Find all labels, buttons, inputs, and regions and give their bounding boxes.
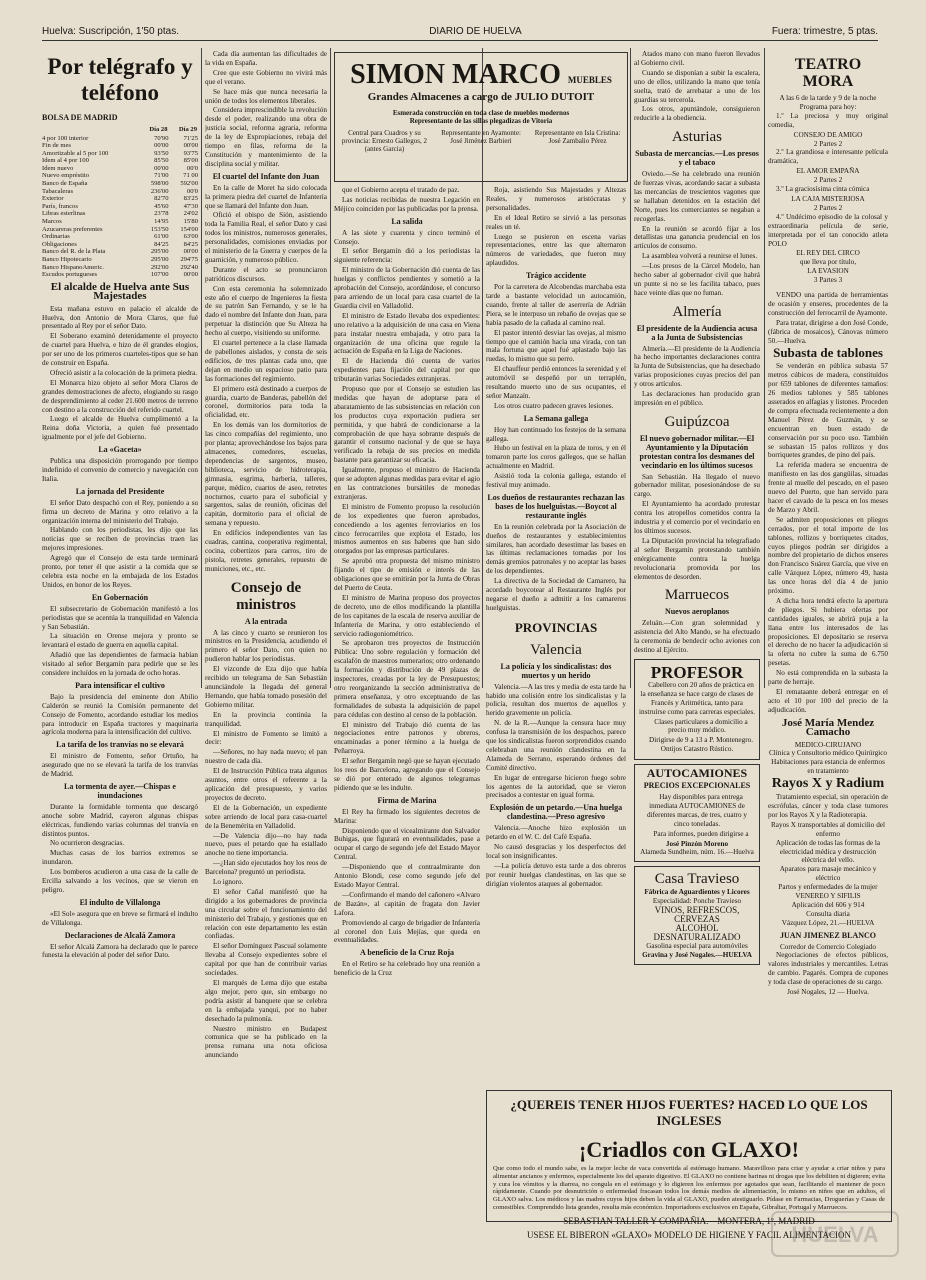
ad-line: Representante de las sillas plegadizas de Vitoria (409, 117, 553, 125)
subheadline: Explosión de un petardo.—Una huelga clandestina.—Preso agresivo (489, 803, 623, 822)
paragraph: En la reunión celebrada por la Asociación de dueños de restaurantes y establecimientos similares, han acordado desestimar las bases en las últimas reclamaciones tomadas por los demás gremios patronales y no aceptar las bases de los dependientes. (486, 522, 626, 576)
paragraph: Ofreció asistir a la colocación de la primera piedra. (50, 368, 198, 377)
ad-footer: USESE EL BIBERON «GLAXO» MODELO DE HIGIENE Y FACIL ALIMENTACION (527, 1229, 851, 1240)
table-row: Ordinarias 61'00 63'00 (42, 233, 198, 241)
table-row: Banco del R. de la Plata 295'00 00'00 (42, 248, 198, 256)
paragraph: «El Sol» asegura que en breve se firmará el indulto de Villalonga. (42, 909, 198, 927)
subheadline: Nuevos aeroplanos (664, 607, 730, 617)
paragraph: Bajo la presidencia del eminente don Abilio Calderón se reunió la Comisión permanente del Consejo de Fomento, acordando estudiar los medios para introducir en España tractores y maquinaria agrícola moderna para la intensificación del cultivo. (42, 692, 198, 737)
subheadline: A la entrada (244, 616, 288, 626)
running-header (42, 26, 878, 41)
ad-subtitle: Grandes Almacenes a cargo de JULIO DUTOIT (367, 91, 595, 103)
paragraph: Propuso que por el Consejo se estudien las medidas que hayan de adoptarse para el abaratamiento de las subsistencias en relación con los productos cuya exportación pudiera ser permitida, y que habrá de condicionarse a la comprobación de que haya sobrante después de garantir el consumo nacional y de que se haya verificado la rebaja de sus precios en medida bastante para garantizar su eficacia. (334, 385, 480, 465)
table-row: Tabacaleras 236'00 00'0 (42, 187, 198, 195)
paragraph: El subsecretario de Gobernación manifestó a los periodistas que se acentúa la tranquilidad en Valencia y San Sebastián. (42, 604, 198, 631)
paragraph: Durante la formidable tormenta que descargó anoche sobre Madrid, cayeron algunas chispas eléctricas, fundiendo varias columnas del tranvía en distintos puntos. (42, 802, 198, 838)
simon-marco-ad (334, 52, 628, 182)
table-row: Banco de España 598'00 592'00 (42, 180, 198, 188)
paragraph: Agregó que el Consejo de esta tarde terminará pronto, por tener él que asistir a la comida que se celebra esta noche en la embajada de los Estados Unidos, en honor de los Reyes. (42, 554, 198, 589)
headline: José María Mendez Camacho (781, 716, 875, 738)
ad-title: ¿QUEREIS TENER HIJOS FUERTES? HACED LO QUE LOS INGLESES (510, 1097, 868, 1128)
table-row: Banco Hipotecario 295'00 294'75 (42, 256, 198, 263)
table-row: 4 por 100 interior 70'90 71'25 (42, 134, 198, 142)
paragraph: Hoy han continuado los festejos de la semana gallega. (486, 425, 626, 443)
paragraph: Se hace más que nunca necesaria la unión de todos los elementos liberales. (205, 87, 327, 105)
paragraph: Atados mano con mano fueron llevados al Gobierno civil. (634, 50, 760, 67)
paragraph: N. de la R.—Aunque la censura hace muy confusa la transmisión de los despachos, parece que los sindicalistas fueron sorprendidos cuando celebraban una reunión clandestina en la Alameda de Serrano, esperando órdenes del Comité directivo. (486, 719, 626, 772)
paragraph: Los bomberos acudieron a una casa de la calle de Ercilla salvando a los vecinos, que se vieron en peligro. (42, 868, 198, 894)
column-rule (764, 48, 765, 688)
table-row: París, francos 45'60 47'30 (42, 202, 198, 210)
paragraph: Añadió que las dependientes de farmacia habían visitado al señor Bergamín para pedirle que se les considere incluídos en la jornada de ocho horas. (42, 651, 198, 678)
paragraph: No causó desgracias y los desperfectos del local son insignificantes. (486, 843, 626, 860)
subheadline: La jornada del Presidente (75, 486, 165, 496)
svg-text:HUELVA: HUELVA (791, 1222, 879, 1247)
subheadline: En Gobernación (91, 592, 149, 602)
paragraph: El señor Cañal manifestó que ha dirigido a los gobernadores de provincia una circular sobre el funcionamiento del ministerio del Trabajo, y gestiones que en relación con este departamento les están confiadas. (205, 887, 327, 941)
paragraph: Muchas casas de los barrios extremos se inundaron. (42, 849, 198, 867)
paragraph: El ministro de Estado llevaba dos expedientes: uno relativo a la adquisición de una casa en Viena para instalar nuestra embajada, y otro para la organización de una oficina que regule la actuación de España en la Liga de Naciones. (334, 311, 480, 356)
paragraph: En la provincia continúa la tranquilidad. (205, 710, 327, 728)
subheadline: Subasta de mercancías.—Los presos y el tabaco (635, 149, 759, 168)
paragraph: Hablando con los periodistas, les dijo que las noticias que se reciben de provincias traen las mejores impresiones. (42, 526, 198, 553)
paragraph: El señor Bergamín negó que se hayan ejecutado los reos de Barcelona, agregando que el Consejo se dió por enterado de algunos telegramas pidiendo que se les indulte. (334, 757, 480, 792)
paragraph: —Disponiendo que el contraalmirante don Antonio Blondi, cese como segundo jefe del Estado Mayor Central. (334, 863, 480, 889)
newspaper-name: DIARIO DE HUELVA (429, 26, 522, 37)
paragraph: Roja, asistiendo Sus Majestades y Altezas Reales, y numerosos aristócratas y personalidades. (486, 186, 626, 212)
table-row: Azucareras preferentes 153'50 154'00 (42, 225, 198, 233)
ad-slogan: ¡Criadlos con GLAXO! (579, 1137, 799, 1162)
paragraph: El Monarca hizo objeto al señor Mora Claros de grandes demostraciones de afecto, elogiando su rasgo de desprendimiento al ceder 21.600 metros de terreno con destino a la construcción del referido cuartel. (42, 378, 198, 414)
bolsa-title: BOLSA DE MADRID (42, 113, 118, 122)
paragraph: A las cinco y cuarto se reunieron los ministros en la Presidencia, acudiendo el primero el señor Dato, con quien no pudieron hablar los periodistas. (205, 628, 327, 664)
paragraph: Las noticias recibidas de nuestra Legación en Méjico coinciden por las publicadas por la prensa. (334, 195, 480, 213)
paragraph: Cree que este Gobierno no vivirá más que el verano. (205, 68, 327, 86)
ad-title: SIMON MARCO MUEBLES (350, 59, 612, 90)
paragraph: La directiva de la Sociedad de Camarero, ha acordado boycotear al Restaurante Inglés por negarse el dueño a admitir a los camareros huelguistas. (486, 577, 626, 612)
ad-contact: Representante en Ayamonte: José Jiménez Barbieri (441, 129, 521, 145)
paragraph: Ofició el obispo de Sión, asistiendo toda la Familia Real, el señor Dato y casi todos los ministros, numerosos generales, personalidades, comisiones enviadas por el ministerio de la Guerra y cuerpos de la guarnición, y numeroso público. (205, 211, 327, 264)
headline: Almería (672, 303, 722, 320)
section-title: PROVINCIAS (514, 619, 598, 635)
paragraph: Con esta ceremonia ha solemnizado este año el cuerpo de Ingenieros la fiesta de su patrón San Fernando, y se le ha dado el nombre del Infante don Juan, para perpetuar la distinción que Su Alteza ha hecho al cuerpo, visitiendo su uniforme. (205, 284, 327, 338)
stamp-icon (770, 1210, 900, 1258)
paragraph: Disponiendo que el vicealmirante don Salvador Buhigas, que figurará en eventualidades, pase a ocupar el cargo de segundo jefe del Estado Mayor Central. (334, 826, 480, 862)
paragraph: Esta mañana estuvo en palacio el alcalde de Huelva, don Antonio de Mora Claros, que fué presentado al Rey por el señor Dato. (42, 304, 198, 331)
paragraph: —De Valencia dijo—no hay nada nuevo, pues el petardo que ha estallado anoche no tiene importancia. (205, 831, 327, 858)
headline: Consejo de ministros (230, 579, 302, 613)
paragraph: que el Gobierno acepta el tratado de paz. (342, 186, 460, 194)
paragraph: Los otros, apuntándole, consiguieron reducirle a la obediencia. (634, 105, 760, 123)
subheadline: Trágico accidente (525, 271, 587, 281)
paragraph: El señor Bergamín dió a los periodistas la siguiente referencia: (334, 247, 480, 265)
paragraph: —Los presos de la Cárcel Modelo, han hecho saber al gobernador civil que habrá un punte si no se les facilita tabaco, pues hace veinte días que no fuman. (634, 262, 760, 297)
paragraph: En la calle de Moret ha sido colocada la primera piedra del cuartel de Infantería que se llamará del Infante don Juan. (205, 183, 327, 210)
paragraph: El señor Alcalá Zamora ha declarado que le parece funesta la elevación al poder del señor Dato. (42, 942, 198, 960)
subheadline: La salida (391, 216, 423, 226)
paragraph: Considera imprescindible la revolución desde el poder, realizando una obra de justicia social, reforma agraria, reforma de la ley de Expropiaciones, rebaja del tiempo en filas, reforma de la Constitución y mantenimiento de la disciplina social y militar. (205, 106, 327, 168)
paragraph: El de Instrucción Pública trata algunos asuntos, entre otros el referente a la aplicación del presupuesto, y varios proyectos de decreto. (205, 767, 327, 802)
paragraph: Luego se pusieron en escena varias representaciones, entre las que alternaron números de variedades, que fueron muy aplaudidos. (486, 232, 626, 268)
paragraph: El ministro de Fomento, señor Ortuño, ha asegurado que no se elevará la tarifa de los tranvías de Madrid. (42, 752, 198, 779)
subheadline: El cuartel del Infante don Juan (212, 171, 320, 181)
table-row: Escudos portugueses 107'00 00'00 (42, 271, 198, 279)
paragraph: En lugar de entregarse hicieron fuego sobre los agentes de la autoridad, que se vieron precisados a contestar en igual forma. (486, 773, 626, 800)
paragraph: Asistió toda la colonia gallega, estando el festival muy animado. (486, 472, 626, 490)
paragraph: La asamblea volverá a reunirse el lunes. (642, 252, 758, 261)
subheadline: Firma de Marina (377, 795, 437, 805)
ad-line: Esmerada construcción en toda clase de muebles modernos (392, 109, 570, 117)
column-rule (330, 48, 331, 688)
casa-travieso-ad: Casa Travieso Fábrica de Aguardientes y Licores Especialidad: Ponche Travieso VINOS, REFRESCOS, CERVEZAS ALCOHOL DESNATURALIZADO Gasolina especial para automóviles Gravina y José Nogales.—HUELVA (634, 866, 760, 964)
classified-ad: VENDO una partida de herramientas de ocasión y enseres, procedentes de la construcción del ferrocarril de Ayamonte. (768, 291, 888, 317)
paragraph: Cuando se disponían a subir la escalera, uno de ellos, utilizando la mano que tenía suelta, trató de arrebatar a uno de los guardias su tercerola. (634, 68, 760, 104)
paragraph: Los otros cuatro padecen graves lesiones. (494, 401, 614, 410)
paragraph: Nuestro ministro en Budapest comunica que se ha publicado en la prensa rumana una nota oficiosa anunciando (205, 1024, 327, 1060)
subscription-local: Huelva: Suscripción, 1'50 ptas. (42, 26, 179, 37)
autocamiones-ad: AUTOCAMIONES PRECIOS EXCEPCIONALES Hay disponibles para entrega inmediata AUTOCAMIONES de diferentes marcas, de tres, cuatro y cinco toneladas. Para informes, pueden dirigirse a José Pinzón Moreno Alameda Sundheim, núm. 16.—Huelva (634, 764, 760, 862)
table-row: Banco HispanoAmeric. 292'00 292'40 (42, 263, 198, 271)
headline: Subasta de tablones (773, 345, 883, 361)
table-row: Obligaciones 84'25 84'25 (42, 240, 198, 248)
paragraph: El ministro del Trabajo dió cuenta de las negociaciones entre patronos y obreros, encaminadas a poner término a la huelga de Peñarroya. (334, 720, 480, 756)
paragraph: Se aprobó otra propuesta del mismo ministro fijando el tipo de emisión e interés de las obligaciones que se emitirán por la Junta de Obras del Puerto de Ceuta. (334, 557, 480, 592)
ad-contact: Central para Cuadros y su provincia: Ernesto Gallegos, 2 (antes Garcia) (341, 129, 428, 153)
paragraph: A las siete y cuarenta y cinco terminó el Consejo. (334, 228, 480, 246)
subheadline: Declaraciones de Alcalá Zamora (64, 930, 176, 940)
subheadline: El nuevo gobernador militar.—El Ayuntamiento y la Diputación protestan contra los desmanes del vecindario en los últimos sucesos (639, 433, 755, 470)
column-2 (205, 50, 327, 1180)
paragraph: Zeluán.—Con gran solemnidad y asistencia del Alto Mando, se ha efectuado la ceremonia de bendecir ocho aviones con destino al Ejército. (634, 619, 760, 655)
paragraph: Lo ignoro. (213, 878, 244, 887)
stock-table: Día 28 Día 29 4 por 100 interior 70'90 71'25 Fin de mes 00'00 00'00 Amortizable al 5 por 100 93'50 93'75 Idem al 4 por 100 85'50 85'00 Idem nuevo 00'00 00'0 Nuevo empréstito 71'00 71 00 Banco de España 598'00 592'00 Tabacaleras 236'00 00'0 Exterior 82'70 83'25 París, francos 45'60 47'30 Libras esterlinas 23'78 24'02 Marcos 14'95 15'80 Azucareras preferentes 153'50 154'00 Ordinarias 61'00 63'00 Obligaciones 84'25 84'25 Banco del R. de la Plata 295'00 00'00 Banco Hipotecario 295'00 294'75 Banco HispanoAmeric. 292'00 292'40 Escudos portugueses 107'00 00'00 (42, 125, 198, 279)
subheadline: La policía y los sindicalistas: dos muertos y un herido (500, 661, 612, 680)
paragraph: —Señores, no hay nada nuevo; el pan nuestro de cada día. (205, 748, 327, 766)
headline: TEATRO MORA (794, 56, 862, 90)
paragraph: En la reunión se acordó fijar a los detallistas una ganancia prudencial en los artículos de consumo. (634, 224, 760, 251)
paragraph: San Sebastián. Ha llegado el nuevo gobernador militar, posesionándose de su cargo. (634, 472, 760, 499)
paragraph: El Rey ha firmado los siguientes decretos de Marina: (334, 807, 480, 825)
paragraph: Promoviendo al cargo de brigadier de Infantería al coronel don Luis Mejías, que queda en eventualidades. (334, 918, 480, 945)
paragraph: Hubo un festival en la plaza de toros, y en él tomaron parte los coros gallegos, que se hallan actualmente en Madrid. (486, 444, 626, 471)
headline: Marruecos (664, 587, 730, 604)
paragraph: El ministro de Marina propuso dos proyectos de decreto, uno de ellos modificando la plantilla de los capitanes de la escala de reserva auxiliar de Infantería de Marina, y otro estableciendo el servicio radiogoniométrico. (334, 593, 480, 638)
paragraph: —¿Han sido ejecutados hoy los reos de Barcelona? preguntó un periodista. (205, 859, 327, 877)
paragraph: Valencia.—A las tres y media de esta tarde ha habido una colisión entre los sindicalistas y la policía, resultan dos muertos de aquellos y herido gravemente un policía. (486, 682, 626, 718)
section-title: Por telégrafo y teléfono (47, 54, 193, 105)
column-rule (201, 48, 202, 688)
ad-contact: Representante en Isla Cristina: José Zambalio Pérez (534, 129, 621, 145)
headline: Asturias (672, 129, 722, 146)
paragraph: Valencia.—Anoche hizo explosión un petardo en el W. C. del Café España. (486, 824, 626, 842)
column-3 (334, 186, 480, 1176)
paragraph: El marqués de Lema dijo que estaba algo mejor, pero que, sin embargo no podría asistir al banquete que se celebra en la embajada yanqui, por no haber desechado la pulmonía. (205, 979, 327, 1023)
subheadline: La tarifa de los tranvías no se elevará (56, 740, 184, 750)
paragraph: El de la Gobernación, un expediente sobre arriendo de local para casa-cuartel de la Benemérita en Valladolid. (205, 803, 327, 830)
paragraph: Las declaraciones han producido gran impresión en el público. (634, 390, 760, 407)
subheadline: Los dueños de restaurantes rechazan las bases de los huelguistas.—Boycot al restaurante inglés (487, 493, 625, 520)
paragraph: El Soberano examinó detenidamente el proyecto de cuartel para Huelva, e hizo de él grandes elogios, por ser uno de los primeros cuarteles-tipos que se han de construir en España. (42, 332, 198, 368)
table-row: Fin de mes 00'00 00'00 (42, 142, 198, 150)
table-row: Nuevo empréstito 71'00 71 00 (42, 172, 198, 180)
table-row: Idem al 4 por 100 85'50 85'00 (42, 157, 198, 165)
table-row: Libras esterlinas 23'78 24'02 (42, 210, 198, 218)
paragraph: En los demás van los dormitorios de las cinco compañías del regimiento, uno por planta; aprovechándose los bajos para almacenes, comedores, escuelas, dependencias de sargentos, museo, biblioteca, servicio de hidroterapia, gimnasia, esgrima, barbería, talleres, parque, médico, cuartos de aseo, retretes nocturnos, cuarto para el suboficial y sargentos, salas de reunión, oficinas del capitán, dormitorio para el oficial de semana y repuesto. (205, 421, 327, 528)
ad-body: Que como todo el mundo sabe, es la mejor leche de vaca convertida al estómago humano. Maravilloso para criar y ayudar a criar niños y para alimentar ancianos y enfermos, especialmente los del aparato digestivo. El GLAXO no contiene harinas ni drogas que los debiliten ni digieren; evita y cura los vómitos y la diarrea, no congula en el estómago y lo digieren los enfermos por agotados que sean, facilitando el mantener de poco rápidamente. Cuando por desnutrición o enfermedad fracasan todos los demás medios de alimentación, lo mismo en niños que en adultos, el GLAXO salva. Los médicos y las madres cuyos hijos deben la vida al GLAXO, pueden atestiguarlo. Pídase en Farmacias, Droguerías y Casas de comestibles. Comprendido lista grandes, resulta más económico. Importadores exclusivos en España, Gibraltar, Portugal y Marruecos. (493, 1165, 885, 1211)
paragraph: El vizconde de Eza dijo que había recibido un telegrama de San Sebastián anunciándole la llegada del general Hernando, que había tomado posesión del Gobierno militar. (205, 665, 327, 709)
paragraph: Igualmente, propuso el ministro de Hacienda que se adopten algunas medidas para evitar el agio en las contratciones bursátiles de monedas extranjeras. (334, 466, 480, 501)
headline: El alcalde de Huelva ante Sus Majestades (50, 280, 190, 302)
subheadline: La Semana gallega (523, 413, 589, 423)
paragraph: El ministro de la Gobernación dió cuenta de las huelgas y conflictos pendientes y sometió a la aprobación del Consejo, acordándose, el concurso para arriendo de un local para casa cuartel de la Guardia civil en Valladolid. (334, 266, 480, 310)
paragraph: El señor Dato despachó con el Rey, poniendo a su firma un decreto de Marina y otro relativo a la organización interna del ministerio del Trabajo. (42, 498, 198, 525)
paragraph: Luego el alcalde de Huelva cumplimentó a la Reina doña Victoria, a quien fué presentado igualmente por el jefe del Gobierno. (42, 415, 198, 442)
paragraph: El chauffeur perdió entonces la serenidad y el automóvil se despeñó por un terraplén, resultando muerto uno de sus ocupantes, el señor Manzaín. (486, 365, 626, 400)
column-4 (486, 186, 626, 1086)
paragraph: La Diputación provincial ha telegrafiado al señor Bergamín protestando también enérgicamente contra la huelga revolucionaria promovida por los elementos de desorden. (634, 536, 760, 581)
column-1 (42, 50, 198, 1180)
paragraph: El ministro de Fomento propuso la resolución de los expedientes que fueron aprobados, concediendo a los agentes ferroviarios en los cinco ferrocarriles que explota el Estado, los mismos aumentos en sus haberes que han sido otorgados por las empresas particulares. (334, 502, 480, 556)
paragraph: Se aprobaron tres proyectos de Instrucción Pública: Uno sobre regulación y formación del escalafón de maestros numerarios; otro ordenando la formación y distribución de 49 plazas de inspectores, creadas por la ley de Presupuestos; otro reorganizando la sección administrativa de primera enseñanza, y otro exceptuando de las formalidades de subasta la adquisición de papel para cédulas con destino al censo de la población. (334, 639, 480, 719)
paragraph: El cuartel pertenece a la clase llamada de pabellones aislados, y consta de seis edificios, de tres plantas cada uno, que dejan en medio un espacioso patio para las formaciones del regimiento. (205, 339, 327, 383)
subheadline: El indulto de Villalonga (79, 897, 161, 907)
ad-footer: SEBASTIAN TALLER Y COMPAÑIA.—MONTERA, 1º, MADRID (563, 1215, 815, 1226)
headline: JUAN JIMENEZ BLANCO (779, 930, 876, 940)
headline: Guipúzcoa (664, 413, 730, 430)
paragraph: Oviedo.—Se ha celebrado una reunión de fuerzas vivas, acordando sacar a subasta las mercancías de trescientos vagones que se hallaban detenidos en la estación del Norte, pues los comerciantes se negaban a recogerlas. (634, 170, 760, 223)
subheadline: La «Gaceta» (98, 445, 142, 455)
paragraph: La situación en Orense mejora y pronto se levantará el estado de guerra en aquella capital. (42, 632, 198, 650)
table-row: Marcos 14'95 15'80 (42, 218, 198, 226)
paragraph: Almería.—El presidente de la Audiencia ha hecho importantes declaraciones contra la Junta de Subsistencias, que ha desechado varias proposiciones cuyas precios del pan y otros artículos. (634, 344, 760, 389)
paragraph: Cada día aumentan las dificultades de la vida en España. (205, 50, 327, 67)
paragraph: El pastor intentó desviar las ovejas, al mismo tiempo que el camión hacía una virada, con tan mala fortuna que aquel fué aplastado bajo las ruedas, lo mismo que su perro. (486, 328, 626, 364)
subheadline: La tormenta de ayer.—Chispas e inundaciones (64, 782, 176, 800)
table-row: Idem nuevo 00'00 00'0 (42, 164, 198, 172)
subheadline: A beneficio de la Cruz Roja (360, 948, 454, 958)
paragraph: El Ayuntamiento ha acordado protestar contra los atropellos cometidos contra la industria y el comercio por el vecindario en los últimos sucesos. (634, 500, 760, 535)
subheadline: El presidente de la Audiencia acusa a la Junta de Subsistencias (636, 323, 758, 342)
subscription-outside: Fuera: trimestre, 5 ptas. (771, 26, 878, 37)
headline: Valencia (530, 641, 582, 658)
paragraph: El señor Domínguez Pascual solamente llevaba al Consejo expedientes sobre el capital por que han de contribuir varias sociedades. (205, 942, 327, 978)
table-row: Amortizable al 5 por 100 93'50 93'75 (42, 149, 198, 157)
column-5 (634, 50, 760, 1080)
paragraph: Publica una disposición prorrogando por tiempo indefinido el convenio de comercio y navegación con Italia. (42, 457, 198, 483)
paragraph: Por la carretera de Alcobendas marchaba esta tarde a bastante velocidad un autocamión, cuando, frente al taller de aserrería de Adrián Piera, se le interpuso un rebaño de ovejas que se había pasado de la cañada al camino real. (486, 283, 626, 327)
paragraph: El de Hacienda dió cuenta de varios expedientes para fijación del capital por que tributarán varias Sociedades extranjeras. (334, 357, 480, 384)
paragraph: Durante el acto se pronunciaron patrióticos discursos. (205, 265, 327, 283)
paragraph: En el Ideal Retiro se sirvió a las personas reales un té. (486, 213, 626, 231)
paragraph: —Confirmando el mando del cañonero «Alvaro de Bazán», al capitán de fragata don Javier Lafora. (334, 890, 480, 917)
paragraph: El ministro de Fomento se limitó a decir: (205, 729, 327, 747)
library-stamp (770, 1210, 900, 1258)
paragraph: —La policía detuvo esta tarde a dos obreros por reunir huelgas clandestinas, en las que se dirigían violentos ataques al gobernador. (486, 861, 626, 888)
paragraph: En edificios independientes van las cuadras, cantina, cooperativa regimental, cocina, cobertizos para carros, tiro de pistola, retretes generales, repuesto de municiones, etc., etc. (205, 529, 327, 573)
paragraph: El primero está destinado a cuerpos de guardia, cuarto de Banderas, pabellón del coronel, dormitorios para toda la oficialidad, etc. (205, 384, 327, 420)
profesor-ad: PROFESOR Cabellero con 20 años de práctica en la enseñanza se hace cargo de clases de Francés y Aritmética, tanto para instruírse como para carreras especiales. Clases particulares a domicilio a precio muy módico. Dirigirse de 9 a 13 a P. Montenegro. Ontijos Catastro Rústico. (634, 659, 760, 760)
subheadline: Para intensificar el cultivo (75, 680, 165, 690)
column-6: TEATRO MORA A las 6 de la tarde y 9 de la noche Programa para hoy: 1.º La preciosa y muy original comedia, CONSEJO DE AMIGO 2 Partes 2 2.º La grandiosa e interesante película dramática, EL AMOR EMPAÑA 2 Partes 2 3.º La graciosísima cinta cómica LA CAJA MISTERIOSA 2 Partes 2 4.º Undécimo episodio de la colosal y extraordinaria película de serie, interpretada por el tan conocido atleta POLO EL REY DEL CIRCO que lleva por título, LA EVASION 3 Partes 3 VENDO una partida de herramientas de ocasión y enseres, procedentes de la construcción del ferrocarril de Ayamonte. Para tratar, dirigirse a don José Conde, (fábrica de mosaicos), Cánovas número 50.—Huelva. Subasta de tablones Se venderán en pública subasta 57 metros cúbicos de madera, constituídos por 659 tablones de diferentes tamaños: 26 medios tablones y 585 tablones asserados en alfagías y listones. Proceden de compra efectuada recientemente a don Manuel Pérez de Guzmán, y se encuentran en buen estado de conservación por su poco uso. También se subastan 15 palos rollizos y dos borriquetes grandes, de pino del país. La referida madera se encuentra de manifiesto en las dos gangüilas, situadas frente al muelle del pescado, en el paseo nuevo del Puerto, que han servido para hacer el cavado de la pesca en los meses de Marzo y Abril. Se admiten proposiciones en pliegos cerrados, por el total importe de los tablones, rollizos y borriquetes citados, cuyos pliegos podrán ser dirigidos a nombre del propietario de dichos enseres don Francisco Suárez García, que vive en calle Vázquez López, número 49, hasta las once horas del día 4 de junio próximo. A dicha hora tendrá efecto la apertura de pliegos. Si hubiera ofertas por cantidades iguales, se abrirá puja a la llana entre los interesados de las proposiciones. El depositario se reserva el derecho de no hacer la adjudicación si la oferta no cubre la suma de 6.750 pesetas. No está comprendida en la subasta la parte de herraje. El remataante deberá entregar en el acto el 10 por 100 del precio de la adjudicación. José María Mendez Camacho MEDICO-CIRUJANO Clínica y Consultorio médico Quirúrgico Habitaciones para estancia de enfermos en tratamiento Rayos X y Radium Tratamiento especial, sin operación de escrófulas, cáncer y toda clase tumores por los Rayos X y la Radioterapia. Rayos X transportables al domicilio del enfermo Aplicación de todas las formas de la electricidad médica y destrucción eléctrica del vello. Aparatos para masaje mecánico y eléctrico Partos y enfermedades de la mujer VENEREO Y SIFILIS Aplicación del 606 y 914 Consulta diaria Vázquez López, 21.—HUELVA JUAN JIMENEZ BLANCO Corredor de Comercio Colegiado Negociaciones de efectos públicos, valores industriales y mercantiles. Letras de cambio. Pagarés. Compra de cupones y toda clase de operaciones de su cargo. José Nogales, 12 — Huelva. (768, 56, 888, 997)
paragraph: No ocurrieron desgracias. (50, 839, 125, 848)
paragraph: En el Retiro se ha celebrado hoy una reunión a beneficio de la Cruz (334, 960, 480, 978)
column-rule (630, 48, 631, 688)
table-row: Exterior 82'70 83'25 (42, 195, 198, 203)
